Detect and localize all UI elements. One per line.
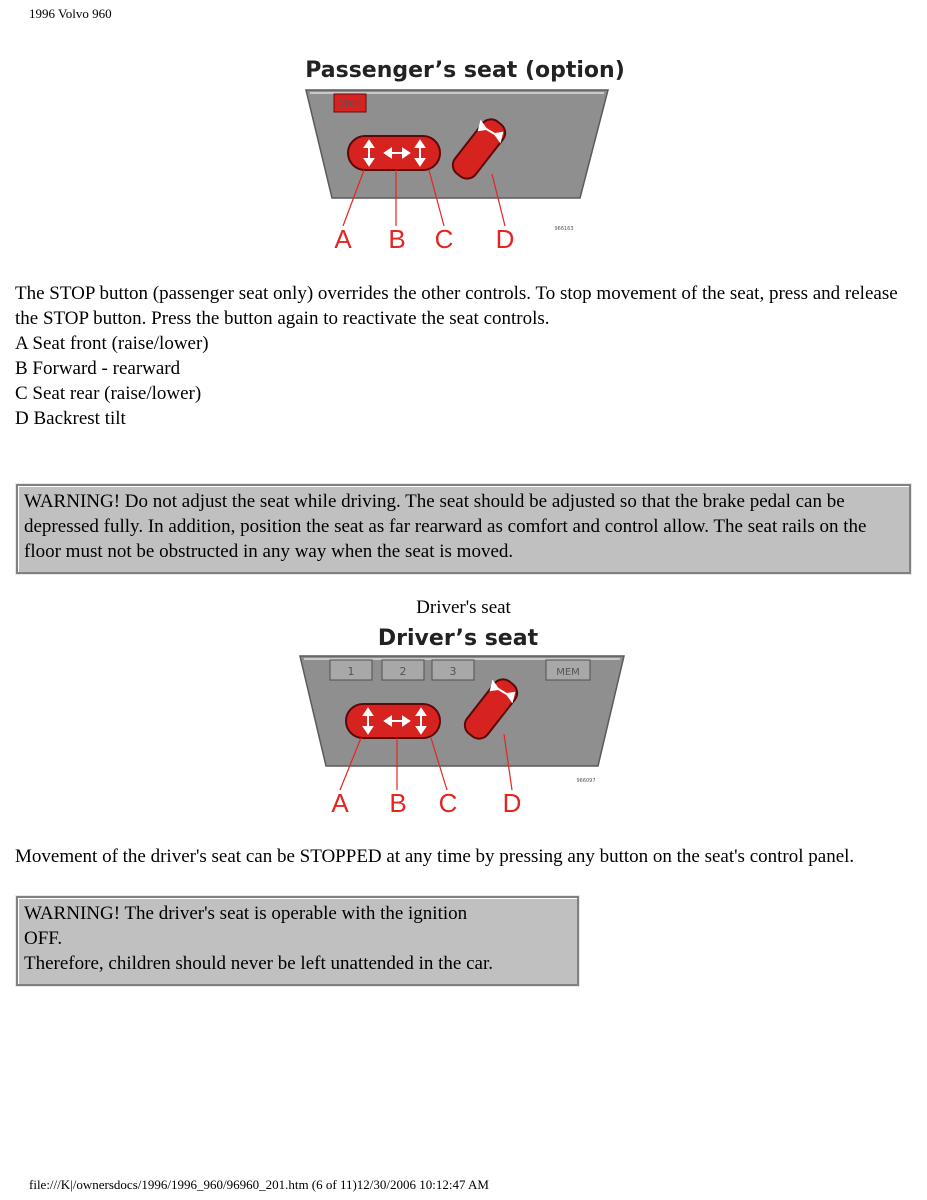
passenger-seat-figure [290,50,640,262]
stop-paragraph: The STOP button (passenger seat only) overrides the other controls. To stop movement of the seat, press and release the STOP button. Press the button again to reactivate the seat controls. [15,283,898,329]
memory-button-1-label: 1 [347,665,355,678]
label-b: B [388,224,406,254]
list-item: B Forward - rearward [15,358,181,379]
driver-description [15,844,915,869]
seat-cushion-control[interactable] [346,704,440,738]
page-footer: file:///K|/ownersdocs/1996/1996_960/96960_201.htm (6 of 11)12/30/2006 10:12:47 AM [29,1177,489,1192]
warning-text: WARNING! Do not adjust the seat while driving. The seat should be adjusted so that the brake pedal can be depressed fully. In addition, position the seat as far rearward as comfort and control allow. The seat rails on the floor must not be obstructed in any way when the seat is moved. [24,491,867,562]
figure-ref-code: 966163 [554,226,574,232]
stop-description [15,281,915,431]
label-a: A [331,788,349,818]
label-b: B [389,788,407,818]
driver-figure-title: Driver’s seat [377,626,539,651]
label-c: C [434,224,454,254]
memory-button-3[interactable] [432,660,474,680]
passenger-figure-title: Passenger’s seat (option) [305,58,625,83]
seat-cushion-control[interactable] [348,136,440,170]
driver-seat-figure [290,620,640,818]
list-item: D Backrest tilt [15,408,126,429]
driver-paragraph: Movement of the driver's seat can be STOPPED at any time by pressing any button on the seat's control panel. [15,846,855,867]
warning-box-seat-adjust [16,484,911,574]
mem-button-label: MEM [556,667,580,678]
list-item: C Seat rear (raise/lower) [15,383,202,404]
figure-ref-code: 966097 [576,778,596,784]
list-item: A Seat front (raise/lower) [15,333,209,354]
memory-button-2-label: 2 [399,665,407,678]
mem-button[interactable] [546,660,590,680]
driver-seat-caption: Driver's seat [416,597,511,618]
page-header: 1996 Volvo 960 [29,6,112,21]
label-d: D [495,224,515,254]
stop-button-label: STOP [338,100,362,110]
label-a: A [334,224,352,254]
memory-button-1[interactable] [330,660,372,680]
warning-box-ignition [16,896,579,986]
warning-line: WARNING! The driver's seat is operable with the ignition [24,903,468,924]
label-c: C [438,788,458,818]
stop-button[interactable] [334,94,366,112]
label-d: D [502,788,522,818]
warning-line: Therefore, children should never be left unattended in the car. [24,953,493,974]
warning-line: OFF. [24,928,63,949]
memory-button-2[interactable] [382,660,424,680]
memory-button-3-label: 3 [449,665,457,678]
